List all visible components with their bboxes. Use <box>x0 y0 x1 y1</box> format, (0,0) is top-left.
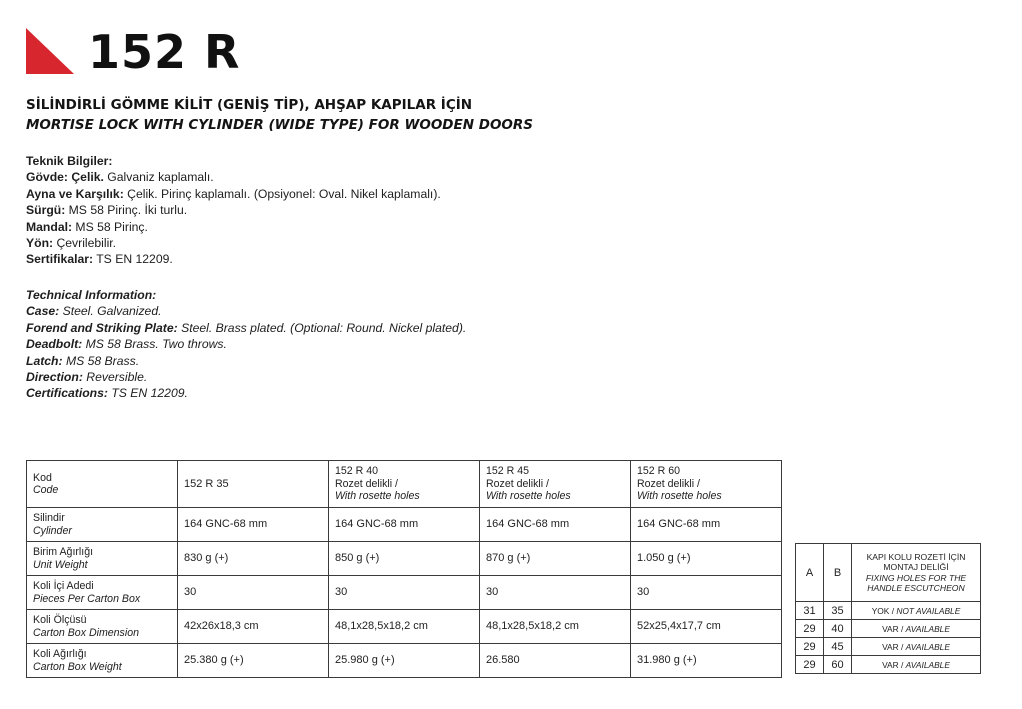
table-row <box>27 644 782 678</box>
table-cell: 52x25,4x17,7 cm <box>631 610 782 644</box>
red-corner-triangle-icon <box>26 28 74 74</box>
tech-en-row: Direction: Reversible. <box>26 369 148 384</box>
tech-en-heading: Technical Information: <box>26 288 157 302</box>
tech-tr-row: Gövde: Çelik. Galvaniz kaplamalı. <box>26 170 214 185</box>
table-cell: 164 GNC-68 mm <box>329 508 480 542</box>
table-cell: 25.380 g (+) <box>178 644 329 678</box>
tech-en-row: Deadbolt: MS 58 Brass. Two throws. <box>26 337 227 352</box>
row-label: Koli Ağırlığı Carton Box Weight <box>27 644 178 678</box>
table-row <box>796 638 981 656</box>
column-b-header: B <box>824 544 852 602</box>
table-row <box>796 602 981 620</box>
subtitle-english: MORTISE LOCK WITH CYLINDER (WIDE TYPE) FOR WOODEN DOORS <box>26 117 534 133</box>
table-cell: 30 <box>631 576 782 610</box>
table-row <box>796 656 981 674</box>
cell-a: 29 <box>796 656 824 674</box>
specification-table <box>26 460 782 678</box>
availability-cell: VAR / AVAILABLE <box>852 638 981 656</box>
table-cell: 850 g (+) <box>329 542 480 576</box>
row-label: Koli İçi Adedi Pieces Per Carton Box <box>27 576 178 610</box>
row-label: Birim Ağırlığı Unit Weight <box>27 542 178 576</box>
row-label: Kod Code <box>27 461 178 508</box>
cell-a: 31 <box>796 602 824 620</box>
availability-cell: VAR / AVAILABLE <box>852 620 981 638</box>
subtitle-turkish: SİLİNDİRLİ GÖMME KİLİT (GENİŞ TİP), AHŞAP KAPILAR İÇİN <box>26 97 473 113</box>
table-header-row <box>796 544 981 602</box>
table-cell: 30 <box>480 576 631 610</box>
cell-a: 29 <box>796 620 824 638</box>
availability-cell: YOK / NOT AVAILABLE <box>852 602 981 620</box>
table-row <box>27 610 782 644</box>
product-title: 152 R <box>88 25 241 79</box>
cell-a: 29 <box>796 638 824 656</box>
tech-tr-heading: Teknik Bilgiler: <box>26 154 113 168</box>
escutcheon-table <box>795 543 981 674</box>
tech-tr-row: Yön: Çevrilebilir. <box>26 235 117 250</box>
table-row <box>27 508 782 542</box>
table-cell: 164 GNC-68 mm <box>631 508 782 542</box>
table-cell: 152 R 60 Rozet delikli / With rosette holes <box>631 461 782 508</box>
cell-b: 45 <box>824 638 852 656</box>
table-cell: 1.050 g (+) <box>631 542 782 576</box>
table-cell: 830 g (+) <box>178 542 329 576</box>
table-cell: 152 R 45 Rozet delikli / With rosette holes <box>480 461 631 508</box>
table-cell: 164 GNC-68 mm <box>178 508 329 542</box>
tech-tr-row: Ayna ve Karşılık: Çelik. Pirinç kaplamalı. (Opsiyonel: Oval. Nikel kaplamalı). <box>26 186 441 201</box>
tech-en-row: Certifications: TS EN 12209. <box>26 386 188 401</box>
cell-b: 35 <box>824 602 852 620</box>
description-header: KAPI KOLU ROZETİ İÇİN MONTAJ DELİĞİ FIXING HOLES FOR THE HANDLE ESCUTCHEON <box>852 544 981 602</box>
table-cell: 870 g (+) <box>480 542 631 576</box>
table-cell: 164 GNC-68 mm <box>480 508 631 542</box>
table-cell: 30 <box>178 576 329 610</box>
table-cell: 42x26x18,3 cm <box>178 610 329 644</box>
cell-b: 60 <box>824 656 852 674</box>
row-label: Silindir Cylinder <box>27 508 178 542</box>
tech-en-row: Case: Steel. Galvanized. <box>26 304 162 319</box>
table-cell: 152 R 35 <box>178 461 329 508</box>
tech-tr-row: Sertifikalar: TS EN 12209. <box>26 252 173 267</box>
tech-tr-row: Mandal: MS 58 Pirinç. <box>26 219 148 234</box>
table-cell: 30 <box>329 576 480 610</box>
cell-b: 40 <box>824 620 852 638</box>
table-cell: 25.980 g (+) <box>329 644 480 678</box>
tech-en-row: Latch: MS 58 Brass. <box>26 353 140 368</box>
tech-en-row: Forend and Striking Plate: Steel. Brass plated. (Optional: Round. Nickel plated). <box>26 320 467 335</box>
table-cell: 26.580 <box>480 644 631 678</box>
table-row <box>27 461 782 508</box>
tech-tr-row: Sürgü: MS 58 Pirinç. İki turlu. <box>26 203 188 218</box>
technical-info-english <box>26 287 466 402</box>
table-row <box>796 620 981 638</box>
table-cell: 48,1x28,5x18,2 cm <box>329 610 480 644</box>
table-cell: 152 R 40 Rozet delikli / With rosette holes <box>329 461 480 508</box>
table-row <box>27 542 782 576</box>
technical-info-turkish <box>26 153 441 268</box>
column-a-header: A <box>796 544 824 602</box>
availability-cell: VAR / AVAILABLE <box>852 656 981 674</box>
row-label: Koli Ölçüsü Carton Box Dimension <box>27 610 178 644</box>
table-row <box>27 576 782 610</box>
table-cell: 48,1x28,5x18,2 cm <box>480 610 631 644</box>
table-cell: 31.980 g (+) <box>631 644 782 678</box>
